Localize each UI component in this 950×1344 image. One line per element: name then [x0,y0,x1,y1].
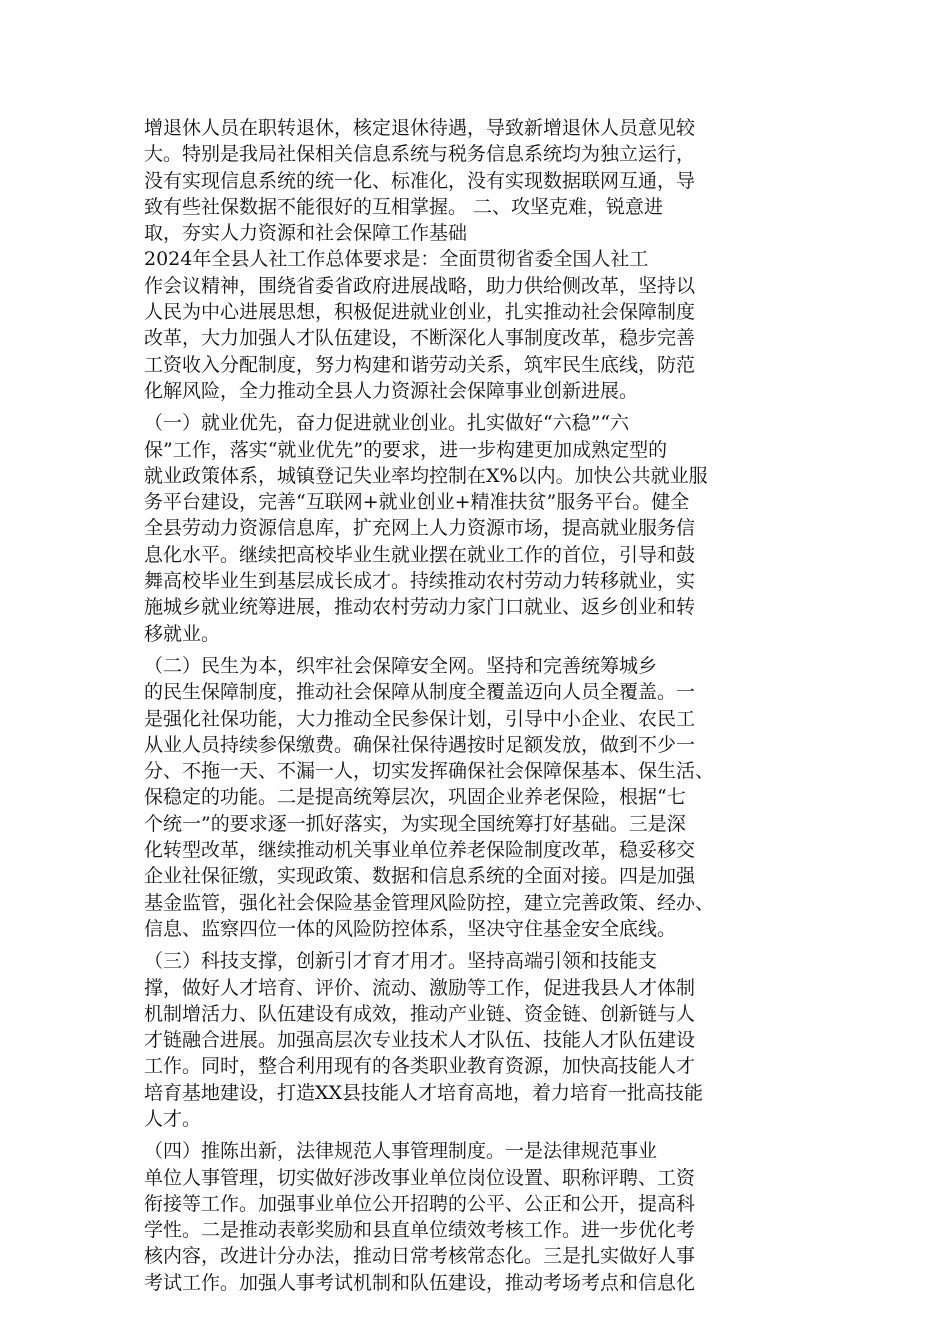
text-line: 考试工作。加强人事考试机制和队伍建设，推动考场考点和信息化 [144,1271,696,1294]
text-line: 就业政策体系，城镇登记失业率均控制在X%以内。加快公共就业服 [144,464,708,487]
paragraph [144,653,810,942]
text-line: 基金监管，强化社会保险基金管理风险防控，建立完善政策、经办、 [144,891,715,914]
text-line: 才链融合进展。加强高层次专业技术人才队伍、技能人才队伍建设 [144,1029,696,1052]
text-line: 作会议精神，围绕省委省政府进展战略，助力供给侧改革，坚持以 [144,274,696,297]
text-line: 撑，做好人才培育、评价、流动、激励等工作，促进我县人才体制 [144,976,696,999]
text-line: 人才。 [144,1107,202,1130]
text-line: 保”工作，落实“就业优先”的要求，进一步构建更加成熟定型的 [144,438,668,461]
text-line: 衔接等工作。加强事业单位公开招聘的公平、公正和公开，提高科 [144,1192,696,1215]
text-line: 舞高校毕业生到基层成长成才。持续推动农村劳动力转移就业，实 [144,570,696,593]
text-line: 保稳定的功能。二是提高统筹层次，巩固企业养老保险，根据“七 [144,786,686,809]
text-line: 没有实现信息系统的统一化、标准化，没有实现数据联网互通，导 [144,169,696,192]
text-line: 务平台建设，完善“互联网+就业创业+精准扶贫”服务平台。健全 [144,491,690,514]
paragraph [144,948,810,1132]
text-line: （四）推陈出新，法律规范人事管理制度。一是法律规范事业 [144,1140,658,1163]
text-line: 机制增活力、队伍建设有成效，推动产业链、资金链、创新链与人 [144,1002,696,1025]
text-line: 个统一”的要求逐一抓好落实，为实现全国统筹打好基础。三是深 [144,812,686,835]
text-line: 增退休人员在职转退休，核定退休待遇，导致新增退休人员意见较 [144,117,696,139]
document-body [144,115,810,1296]
text-line: 致有些社保数据不能很好的互相掌握。 二、攻坚克难，锐意进 [144,195,664,218]
text-line: 取，夯实人力资源和社会保障工作基础 [144,222,468,245]
paragraph [144,246,810,404]
text-line: 工资收入分配制度，努力构建和谐劳动关系，筑牢民生底线，防范 [144,353,696,376]
paragraph [144,1138,810,1296]
text-line: 人民为中心进展思想，积极促进就业创业，扎实推动社会保障制度 [144,301,696,324]
text-line: （三）科技支撑，创新引才育才用才。坚持高端引领和技能支 [144,950,658,973]
text-line: 改革，大力加强人才队伍建设，不断深化人事制度改革，稳步完善 [144,327,696,350]
text-line: 移就业。 [144,622,221,645]
paragraph [144,115,810,246]
text-line: （二）民生为本，织牢社会保障安全网。坚持和完善统筹城乡 [144,654,658,677]
text-line: 信息、监察四位一体的风险防控体系，坚决守住基金安全底线。 [144,917,677,940]
text-line: 培育基地建设，打造XX县技能人才培育高地，着力培育一批高技能 [144,1081,704,1104]
text-line: 全县劳动力资源信息库，扩充网上人力资源市场，提高就业服务信 [144,517,696,540]
text-line: 化转型改革，继续推动机关事业单位养老保险制度改革，稳妥移交 [144,839,696,862]
text-line: （一）就业优先，奋力促进就业创业。扎实做好“六稳”“六 [144,412,630,435]
text-line: 的民生保障制度，推动社会保障从制度全覆盖迈向人员全覆盖。一 [144,681,696,704]
text-line: 大。特别是我局社保相关信息系统与税务信息系统均为独立运行， [144,143,696,166]
text-line: 单位人事管理，切实做好涉改事业单位岗位设置、职称评聘、工资 [144,1166,696,1189]
text-line: 2024年全县人社工作总体要求是：全面贯彻省委全国人社工 [144,248,649,271]
text-line: 从业人员持续参保缴费。确保社保待遇按时足额发放，做到不少一 [144,733,696,756]
text-line: 企业社保征缴，实现政策、数据和信息系统的全面对接。四是加强 [144,865,696,888]
text-line: 核内容，改进计分办法，推动日常考核常态化。三是扎实做好人事 [144,1245,696,1268]
text-line: 分、不拖一天、不漏一人，切实发挥确保社会保障保基本、保生活、 [144,760,715,783]
text-line: 施城乡就业统筹进展，推动农村劳动力家门口就业、返乡创业和转 [144,596,696,619]
text-line: 学性。二是推动表彰奖励和县直单位绩效考核工作。进一步优化考 [144,1219,696,1242]
text-line: 息化水平。继续把高校毕业生就业摆在就业工作的首位，引导和鼓 [144,543,696,566]
text-line: 是强化社保功能，大力推动全民参保计划，引导中小企业、农民工 [144,707,696,730]
text-line: 工作。同时，整合利用现有的各类职业教育资源，加快高技能人才 [144,1055,696,1078]
paragraph [144,410,810,647]
text-line: 化解风险，全力推动全县人力资源社会保障事业创新进展。 [144,379,639,402]
